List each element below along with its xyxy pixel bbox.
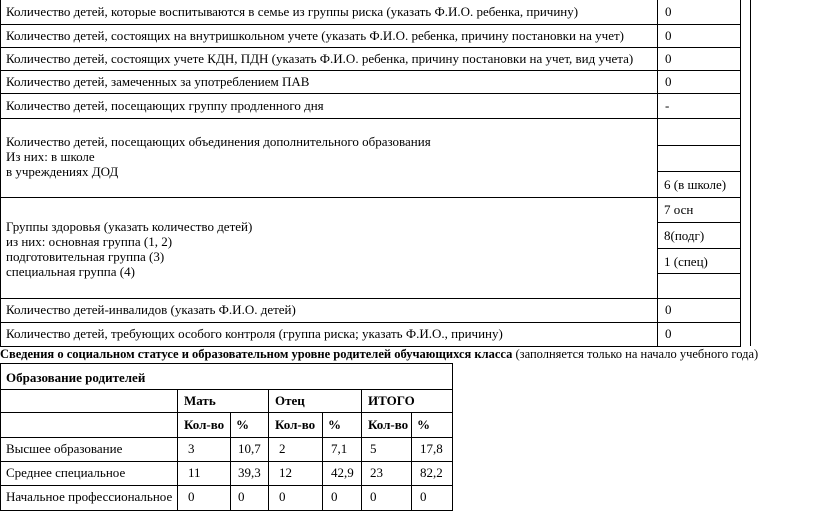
row-value: -: [665, 98, 670, 113]
row-value: 0: [665, 74, 672, 89]
table-cell: 0: [188, 489, 195, 504]
grid-line: [177, 389, 178, 511]
row-label: Количество детей, посещающих группу продленного дня: [6, 98, 324, 113]
table-cell: 2: [279, 441, 286, 456]
row-label: Количество детей, которые воспитываются в семье из группы риска (указать Ф.И.О. ребенка, причину): [6, 4, 579, 19]
grid-line: [0, 298, 741, 299]
grid-line: [657, 248, 741, 249]
table-cell: 12: [279, 465, 292, 480]
row-label: Количество детей, замеченных за употреблением ПАВ: [6, 74, 310, 89]
table-cell: 11: [188, 465, 201, 480]
table-cell: 39,3: [238, 465, 261, 480]
dod-value: 6 (в школе): [664, 177, 727, 192]
row-label: Количество детей, требующих особого контроля (группа риска; указать Ф.И.О., причину): [6, 326, 503, 341]
row-value: 0: [665, 4, 672, 19]
row-value: 0: [665, 51, 672, 66]
grid-line: [0, 461, 453, 462]
grid-line: [0, 70, 741, 71]
row-value: 0: [665, 28, 672, 43]
grid-line: [657, 222, 741, 223]
table-cell: 23: [370, 465, 383, 480]
row-label: Количество детей, состоящих на внутришкольном учете (указать Ф.И.О. ребенка, причину постановки на учет): [6, 28, 624, 43]
table-cell: 17,8: [420, 441, 443, 456]
grid-line: [0, 412, 453, 413]
grid-line: [0, 93, 741, 94]
table-cell: 0: [279, 489, 286, 504]
health-value: 1 (спец): [664, 254, 708, 269]
grid-line: [0, 485, 453, 486]
subheader-percent: %: [328, 417, 341, 432]
subheader-count: Кол-во: [184, 417, 225, 432]
grid-line: [750, 0, 751, 346]
parents-table-title: Образование родителей: [6, 370, 146, 385]
grid-line: [740, 0, 741, 346]
row-label: Количество детей, состоящих учете КДН, ПДН (указать Ф.И.О. ребенка, причину постановки на учет, вид учета): [6, 51, 634, 66]
grid-line: [0, 197, 741, 198]
grid-line: [657, 273, 741, 274]
section-title-bold: Сведения о социальном статусе и образовательном уровне родителей обучающихся класса: [0, 347, 513, 361]
grid-line: [0, 118, 741, 119]
table-cell: 10,7: [238, 441, 261, 456]
table-row-label: Начальное профессиональное: [6, 489, 173, 504]
table-cell: 5: [370, 441, 377, 456]
table-cell: 3: [188, 441, 195, 456]
subheader-percent: %: [236, 417, 249, 432]
table-cell: 82,2: [420, 465, 443, 480]
grid-line: [657, 0, 658, 346]
health-label-line: из них: основная группа (1, 2): [6, 234, 173, 249]
table-row-label: Высшее образование: [6, 441, 123, 456]
grid-line: [0, 510, 453, 511]
table-cell: 0: [238, 489, 245, 504]
section-title: [0, 346, 758, 362]
subheader-percent: %: [417, 417, 430, 432]
table-cell: 0: [420, 489, 427, 504]
health-label-line: специальная группа (4): [6, 264, 135, 279]
row-value: 0: [665, 326, 672, 341]
dod-label-line: Количество детей, посещающих объединения дополнительного образования: [6, 134, 431, 149]
group-header-mother: Мать: [184, 393, 216, 408]
grid-line: [0, 363, 453, 364]
subheader-count: Кол-во: [275, 417, 316, 432]
health-value: 8(подг): [664, 228, 705, 243]
grid-line: [657, 171, 741, 172]
dod-label-line: Из них: в школе: [6, 149, 95, 164]
row-label: Количество детей-инвалидов (указать Ф.И.О. детей): [6, 302, 296, 317]
table-row-label: Среднее специальное: [6, 465, 126, 480]
subheader-count: Кол-во: [368, 417, 409, 432]
health-label-line: Группы здоровья (указать количество детей): [6, 219, 253, 234]
table-cell: 42,9: [331, 465, 354, 480]
dod-label-line: в учреждениях ДОД: [6, 164, 119, 179]
table-cell: 0: [331, 489, 338, 504]
grid-line: [0, 322, 741, 323]
group-header-father: Отец: [275, 393, 305, 408]
health-value: 7 осн: [664, 202, 694, 217]
table-cell: 0: [370, 489, 377, 504]
grid-line: [361, 389, 362, 511]
group-header-total: ИТОГО: [368, 393, 415, 408]
section-title-note: (заполняется только на начало учебного года): [512, 347, 759, 361]
grid-line: [268, 389, 269, 511]
grid-line: [0, 47, 741, 48]
grid-line: [0, 0, 1, 346]
grid-line: [657, 145, 741, 146]
health-label-line: подготовительная группа (3): [6, 249, 165, 264]
grid-line: [0, 437, 453, 438]
row-value: 0: [665, 302, 672, 317]
grid-line: [0, 24, 741, 25]
table-cell: 7,1: [331, 441, 348, 456]
grid-line: [0, 389, 453, 390]
